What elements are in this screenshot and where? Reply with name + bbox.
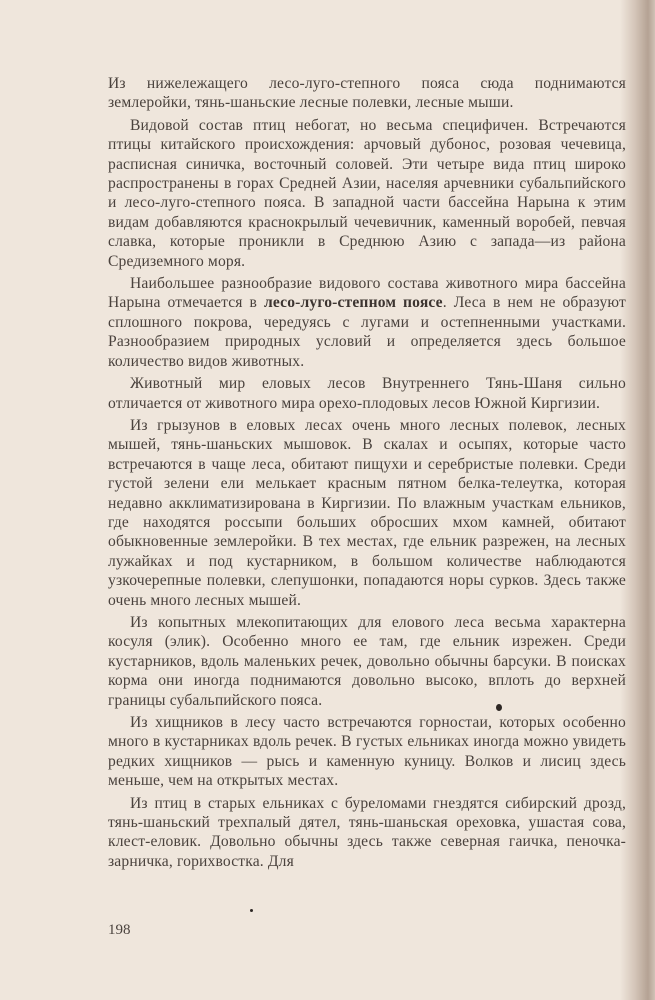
paragraph bbox=[108, 374, 626, 413]
body-text bbox=[108, 74, 626, 874]
paragraph bbox=[108, 794, 626, 872]
text-run: Из копытных млекопитающих для елового леса весьма характерна косуля (элик). Особенно много ее там, где ельник изрежен. Среди кустарников, вдоль маленьких речек, довольно обычны барсуки. В поисках корма они иногда поднимаются довольно высоко, вплоть до верхней границы субальпийского пояса. bbox=[108, 613, 626, 709]
page-number: 198 bbox=[108, 922, 131, 938]
text-run: Из птиц в старых ельниках с буреломами гнездятся сибирский дрозд, тянь-шаньский трехпалый дятел, тянь-шаньская ореховка, ушастая сова, клест-еловик. Довольно обычны здесь также северная гаичка, пеночка-зарничка, горихвостка. Для bbox=[108, 794, 626, 870]
text-run: Из грызунов в еловых лесах очень много лесных полевок, лесных мышей, тянь-шаньских мышовок. В скалах и осыпях, которые часто встречаются в чаще леса, обитают пищухи и серебристые полевки. Среди густой зелени ели мелькает красным пятном белка-телеутка, которая недавно акклиматизирована в Киргизии. По влажным участкам ельников, где находятся россыпи больших обросших мхом камней, обитают обыкновенные землеройки. В тех местах, где ельник разрежен, на лесных лужайках и под кустарником, в большом количестве наблюдаются узкочерепные полевки, слепушонки, попадаются норы сурков. Здесь также очень много лесных мышей. bbox=[108, 416, 626, 609]
paragraph bbox=[108, 74, 626, 113]
text-run: Из нижележащего лесо-луго-степного пояса сюда поднимаются землеройки, тянь-шаньские лесные полевки, лесные мыши. bbox=[108, 75, 626, 112]
ink-speck bbox=[250, 909, 253, 912]
paragraph bbox=[108, 713, 626, 791]
text-run: Видовой состав птиц небогат, но весьма специфичен. Встречаются птицы китайского происхождения: арчовый дубонос, розовая чечевица, расписная синичка, восточный соловей. Эти четыре вида птиц широко распространены в горах Средней Азии, населяя арчевники субальпийского и лесо-луго-степного пояса. В западной части бассейна Нарына к этим видам добавляются краснокрылый чечевичник, каменный воробей, певчая славка, которые проникли в Среднюю Азию с запада—из района Средиземного моря. bbox=[108, 116, 626, 270]
paragraph bbox=[108, 416, 626, 610]
paragraph bbox=[108, 613, 626, 710]
bold-term: лесо-луго-степном поясе bbox=[263, 294, 443, 312]
text-run: Животный мир еловых лесов Внутреннего Тянь-Шаня сильно отличается от животного мира орехо-плодовых лесов Южной Киргизии. bbox=[108, 375, 626, 412]
text-run: Наибольшее разнообразие видового состава животного мира бассейна Нарына отмечается в bbox=[108, 275, 626, 312]
text-run: Из хищников в лесу часто встречаются горностаи, которых особенно много в кустарниках вдоль речек. В густых ельниках иногда можно увидеть редких хищников — рысь и каменную куницу. Волков и лисиц здесь меньше, чем на открытых местах. bbox=[108, 714, 626, 790]
paragraph bbox=[108, 274, 626, 371]
paragraph bbox=[108, 116, 626, 271]
ink-speck bbox=[496, 704, 502, 711]
text-run: . Леса в нем не образуют сплошного покрова, чередуясь с лугами и остепненными участками. Разнообразием природных условий и определяется здесь большое количество видов животных. bbox=[108, 294, 626, 370]
